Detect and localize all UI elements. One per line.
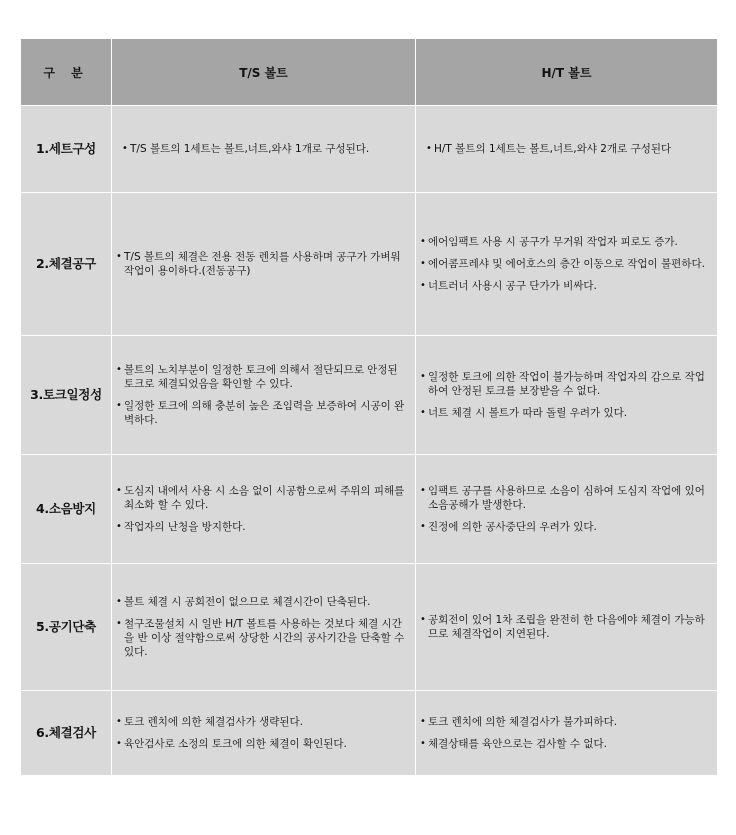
table-row (21, 691, 718, 776)
list-item: • 육안검사로 소정의 토크에 의한 체결이 확인된다. (116, 738, 347, 750)
list-item: • 에어콤프레샤 및 에어호스의 층간 이동으로 작업이 불편하다. (420, 258, 705, 270)
row-label: 5.공기단축 (21, 564, 112, 691)
row-label: 3.토크일정성 (21, 336, 112, 455)
list-item: • 일정한 토크에 의해 충분히 높은 조임력을 보증하여 시공이 완벽하다. (116, 400, 405, 426)
list-item: • 철구조물설치 시 일반 H/T 볼트를 사용하는 것보다 체결 시간을 반 이상 절약함으로써 상당한 시간의 공사기간을 단축할 수 있다. (116, 618, 405, 658)
list-item: • T/S 볼트의 1세트는 볼트,너트,와샤 1개로 구성된다. (122, 143, 370, 155)
ts-cell (112, 193, 416, 336)
header-row (21, 39, 718, 106)
list-item: • 너트러너 사용시 공구 단가가 비싸다. (420, 280, 597, 292)
table-row (21, 455, 718, 564)
header-category: 구 분 (21, 39, 112, 106)
table-row (21, 106, 718, 193)
ht-cell (416, 193, 718, 336)
row-label: 4.소음방지 (21, 455, 112, 564)
ts-cell (112, 336, 416, 455)
ht-cell (416, 691, 718, 776)
table-row (21, 336, 718, 455)
ts-cell (112, 106, 416, 193)
bullet-icon: • (420, 407, 426, 418)
bullet-icon: • (420, 280, 426, 291)
bullet-icon: • (116, 485, 122, 496)
ht-cell (416, 564, 718, 691)
list-item: • H/T 볼트의 1세트는 볼트,너트,와샤 2개로 구성된다 (426, 143, 672, 155)
bullet-icon: • (116, 618, 122, 629)
bullet-icon: • (420, 738, 426, 749)
ts-cell (112, 691, 416, 776)
list-item: • 진정에 의한 공사중단의 우려가 있다. (420, 521, 597, 533)
bullet-icon: • (116, 521, 122, 532)
bullet-icon: • (420, 521, 426, 532)
list-item: • 너트 체결 시 볼트가 따라 돌릴 우려가 있다. (420, 407, 628, 419)
bullet-icon: • (420, 485, 426, 496)
list-item: • 에어임팩트 사용 시 공구가 무거워 작업자 피로도 증가. (420, 236, 678, 248)
bullet-icon: • (420, 258, 426, 269)
bullet-icon: • (420, 716, 426, 727)
ht-cell (416, 106, 718, 193)
ts-cell (112, 455, 416, 564)
row-label: 2.체결공구 (21, 193, 112, 336)
ts-cell (112, 564, 416, 691)
table-row (21, 193, 718, 336)
list-item: • 공회전이 있어 1차 조립을 완전히 한 다음에야 체결이 가능하므로 체결작업이 지연된다. (420, 614, 705, 640)
list-item: • T/S 볼트의 체결은 전용 전동 렌치를 사용하며 공구가 가벼워 작업이 용이하다.(전동공구) (116, 251, 401, 277)
bullet-icon: • (116, 738, 122, 749)
bullet-icon: • (116, 716, 122, 727)
list-item: • 체결상태를 육안으로는 검사할 수 없다. (420, 738, 607, 750)
bullet-icon: • (122, 143, 128, 154)
list-item: • 토크 렌치에 의한 체결검사가 불가피하다. (420, 716, 618, 728)
list-item: • 임팩트 공구를 사용하므로 소음이 심하여 도심지 작업에 있어 소음공해가 발생한다. (420, 485, 705, 511)
list-item: • 볼트의 노치부분이 일정한 토크에 의해서 절단되므로 안정된 토크로 체결되었음을 확인할 수 있다. (116, 364, 398, 390)
bullet-icon: • (420, 371, 426, 382)
row-label: 1.세트구성 (21, 106, 112, 193)
row-label: 6.체결검사 (21, 691, 112, 776)
bullet-icon: • (116, 400, 122, 411)
bullet-icon: • (116, 251, 122, 262)
bullet-icon: • (116, 364, 122, 375)
bullet-icon: • (420, 614, 426, 625)
ht-cell (416, 336, 718, 455)
bullet-icon: • (420, 236, 426, 247)
list-item: • 작업자의 난청을 방지한다. (116, 521, 246, 533)
list-item: • 토크 렌치에 의한 체결검사가 생략된다. (116, 716, 303, 728)
bullet-icon: • (426, 143, 432, 154)
bullet-icon: • (116, 596, 122, 607)
list-item: • 볼트 체결 시 공회전이 없으므로 체결시간이 단축된다. (116, 596, 371, 608)
comparison-table (20, 38, 718, 776)
header-ht-bolt: H/T 볼트 (416, 39, 718, 106)
ht-cell (416, 455, 718, 564)
list-item: • 도심지 내에서 사용 시 소음 없이 시공함으로써 주위의 피해를 최소화 할 수 있다. (116, 485, 405, 511)
list-item: • 일정한 토크에 의한 작업이 불가능하며 작업자의 감으로 작업하여 안정된 토크를 보장받을 수 없다. (420, 371, 705, 397)
header-ts-bolt: T/S 볼트 (112, 39, 416, 106)
table-row (21, 564, 718, 691)
